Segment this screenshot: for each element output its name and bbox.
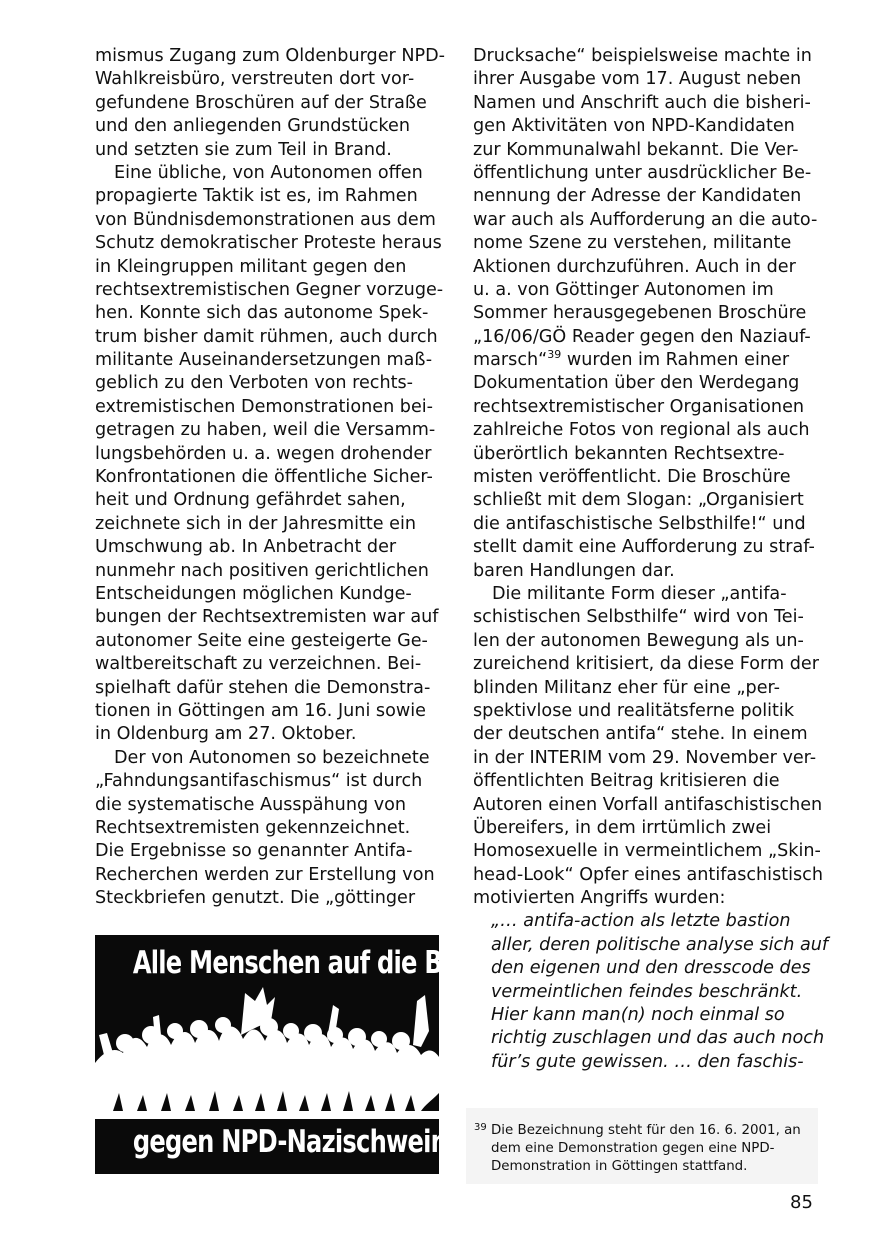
quote-line: aller, deren politische analyse sich auf [491, 934, 829, 955]
text-line: überörtlich bekannten Rechtsextre- [473, 443, 785, 464]
text-line: Autoren einen Vorfall antifaschistischen [473, 794, 823, 815]
text-line: zahlreiche Fotos von regional als auch [473, 420, 810, 441]
text-line: „Fahndungsantifaschismus“ ist durch [95, 771, 423, 792]
text-line: mismus Zugang zum Oldenburger NPD- [95, 46, 446, 66]
text-line: öffentlichten Beitrag kritisieren die [473, 771, 780, 792]
text-line: spielhaft dafür stehen die Demonstra- [95, 677, 431, 698]
quote-line: den eigenen und den dresscode des [491, 958, 811, 979]
text-line: extremistischen Demonstrationen bei- [95, 396, 434, 417]
text-line: tionen in Göttingen am 16. Juni sowie [95, 700, 426, 721]
quote-line: „… antifa-action als letzte bastion [491, 911, 791, 932]
text-line: gefundene Broschüren auf der Straße [95, 92, 427, 113]
text-line: ihrer Ausgabe vom 17. August neben [473, 69, 802, 90]
text-line: Steckbriefen genutzt. Die „göttinger [95, 888, 416, 909]
text-line: die antifaschistische Selbsthilfe!“ und [473, 513, 806, 534]
text-line: nome Szene zu verstehen, militante [473, 233, 792, 254]
text-line: len der autonomen Bewegung als un- [473, 630, 804, 651]
text-line: rechtsextremistischer Organisationen [473, 396, 805, 417]
text-line: Entscheidungen möglichen Kundge- [95, 583, 412, 604]
text-line: Namen und Anschrift auch die bisheri- [473, 92, 811, 113]
text-line: geblich zu den Verboten von rechts- [95, 373, 414, 394]
text-line: waltbereitschaft zu verzeichnen. Bei- [95, 654, 422, 675]
text-line: hen. Konnte sich das autonome Spek- [95, 303, 429, 324]
text-line: Der von Autonomen so bezeichnete [114, 747, 430, 768]
text-line: Homosexuelle in vermeintlichem „Skin- [473, 841, 821, 862]
text-line: Eine übliche, von Autonomen offen [114, 162, 423, 183]
text-line: militante Auseinandersetzungen maß- [95, 350, 433, 371]
text-line: die systematische Ausspähung von [95, 794, 407, 815]
text-line: spektivlose und realitätsferne politik [473, 700, 795, 721]
text-line: zur Kommunalwahl bekannt. Die Ver- [473, 139, 799, 160]
text-line: heit und Ordnung gefährdet sahen, [95, 490, 406, 511]
text-line: Übereifers, in dem irrtümlich zwei [473, 817, 772, 838]
footnote-line: Die Bezeichnung steht für den 16. 6. 2001, an [491, 1123, 801, 1138]
text-line: propagierte Taktik ist es, im Rahmen [95, 186, 418, 207]
text-line: Rechtsextremisten gekennzeichnet. [95, 817, 411, 838]
poster-bottom-slogan: gegen NPD-Nazischweine [132, 1124, 463, 1160]
text-line: Wahlkreisbüro, verstreuten dort vor- [95, 69, 415, 90]
footnote [474, 1122, 814, 1176]
footnote-line: Demonstration in Göttingen stattfand. [491, 1159, 748, 1174]
footnote-reference[interactable]: 39 [547, 348, 562, 362]
text-line: der deutschen antifa“ stehe. In einem [473, 724, 808, 745]
text-line: schistischen Selbsthilfe“ wird von Tei- [473, 607, 804, 628]
text-line: Konfrontationen die öffentliche Sicher- [95, 467, 433, 488]
text-line: u. a. von Göttinger Autonomen im [473, 279, 774, 300]
text-line: baren Handlungen dar. [473, 560, 675, 581]
text-line: schließt mit dem Slogan: „Organisiert [473, 490, 804, 511]
text-line [473, 349, 823, 372]
text-line: Die Ergebnisse so genannter Antifa- [95, 841, 413, 862]
text-line: lungsbehörden u. a. wegen drohender [95, 443, 432, 464]
quote-line: richtig zuschlagen und das auch noch [491, 1028, 825, 1049]
text-line: motivierten Angriffs wurden: [473, 888, 726, 909]
text-line: war auch als Aufforderung an die auto- [473, 209, 818, 230]
text-line: in der INTERIM vom 29. November ver- [473, 747, 817, 768]
text-line: getragen zu haben, weil die Versamm- [95, 420, 436, 441]
text-line: Drucksache“ beispielsweise machte in [473, 46, 812, 66]
page-number: 85 [790, 1192, 813, 1213]
text-line: zureichend kritisiert, da diese Form der [473, 654, 819, 675]
text-line: Sommer herausgegebenen Broschüre [473, 303, 807, 324]
text-line: Dokumentation über den Werdegang [473, 373, 800, 394]
quote-line: vermeintlichen feindes beschränkt. [491, 981, 803, 1002]
text-line: rechtsextremistischen Gegner vorzuge- [95, 279, 444, 300]
text-line: in Kleingruppen militant gegen den [95, 256, 407, 277]
footnote-line: dem eine Demonstration gegen eine NPD- [491, 1141, 775, 1156]
left-column [95, 45, 446, 910]
right-column [473, 45, 829, 1074]
quote-line: für’s gute gewissen. … den faschis- [491, 1051, 804, 1072]
text-line: von Bündnisdemonstrationen aus dem [95, 209, 436, 230]
text-line: öffentlichung unter ausdrücklicher Be- [473, 162, 812, 183]
text-line: misten veröffentlicht. Die Broschüre [473, 467, 791, 488]
text-line: trum bisher damit rühmen, auch durch [95, 326, 438, 347]
text-line: „16/06/GÖ Reader gegen den Naziauf- [473, 326, 811, 347]
poster-top-slogan: Alle Menschen auf die Beine [132, 945, 498, 981]
text-line: autonomer Seite eine gesteigerte Ge- [95, 630, 428, 651]
text-line: Umschwung ab. In Anbetracht der [95, 537, 397, 558]
text-line: und den anliegenden Grundstücken [95, 116, 410, 137]
text-line: nennung der Adresse der Kandidaten [473, 186, 802, 207]
text-line: head-Look“ Opfer eines antifaschistisch [473, 864, 824, 885]
text-line: Die militante Form dieser „antifa- [492, 583, 787, 604]
text-fragment: wurden im Rahmen einer [561, 350, 790, 371]
text-line: Aktionen durchzuführen. Auch in der [473, 256, 796, 277]
text-line: in Oldenburg am 27. Oktober. [95, 724, 357, 745]
text-line: stellt damit eine Aufforderung zu straf- [473, 537, 815, 558]
text-line: bungen der Rechtsextremisten war auf [95, 607, 439, 628]
text-line: Schutz demokratischer Proteste heraus [95, 233, 442, 254]
text-line: nunmehr nach positiven gerichtlichen [95, 560, 429, 581]
text-line: und setzten sie zum Teil in Brand. [95, 139, 392, 160]
text-line: blinden Militanz eher für eine „per- [473, 677, 780, 698]
text-line: zeichnete sich in der Jahresmitte ein [95, 513, 417, 534]
footnote-marker: 39 [474, 1122, 487, 1133]
text-line: Recherchen werden zur Erstellung von [95, 864, 435, 885]
text-line: gen Aktivitäten von NPD-Kandidaten [473, 116, 795, 137]
text-fragment: marsch“ [473, 350, 548, 371]
quote-line: Hier kann man(n) noch einmal so [491, 1005, 785, 1026]
